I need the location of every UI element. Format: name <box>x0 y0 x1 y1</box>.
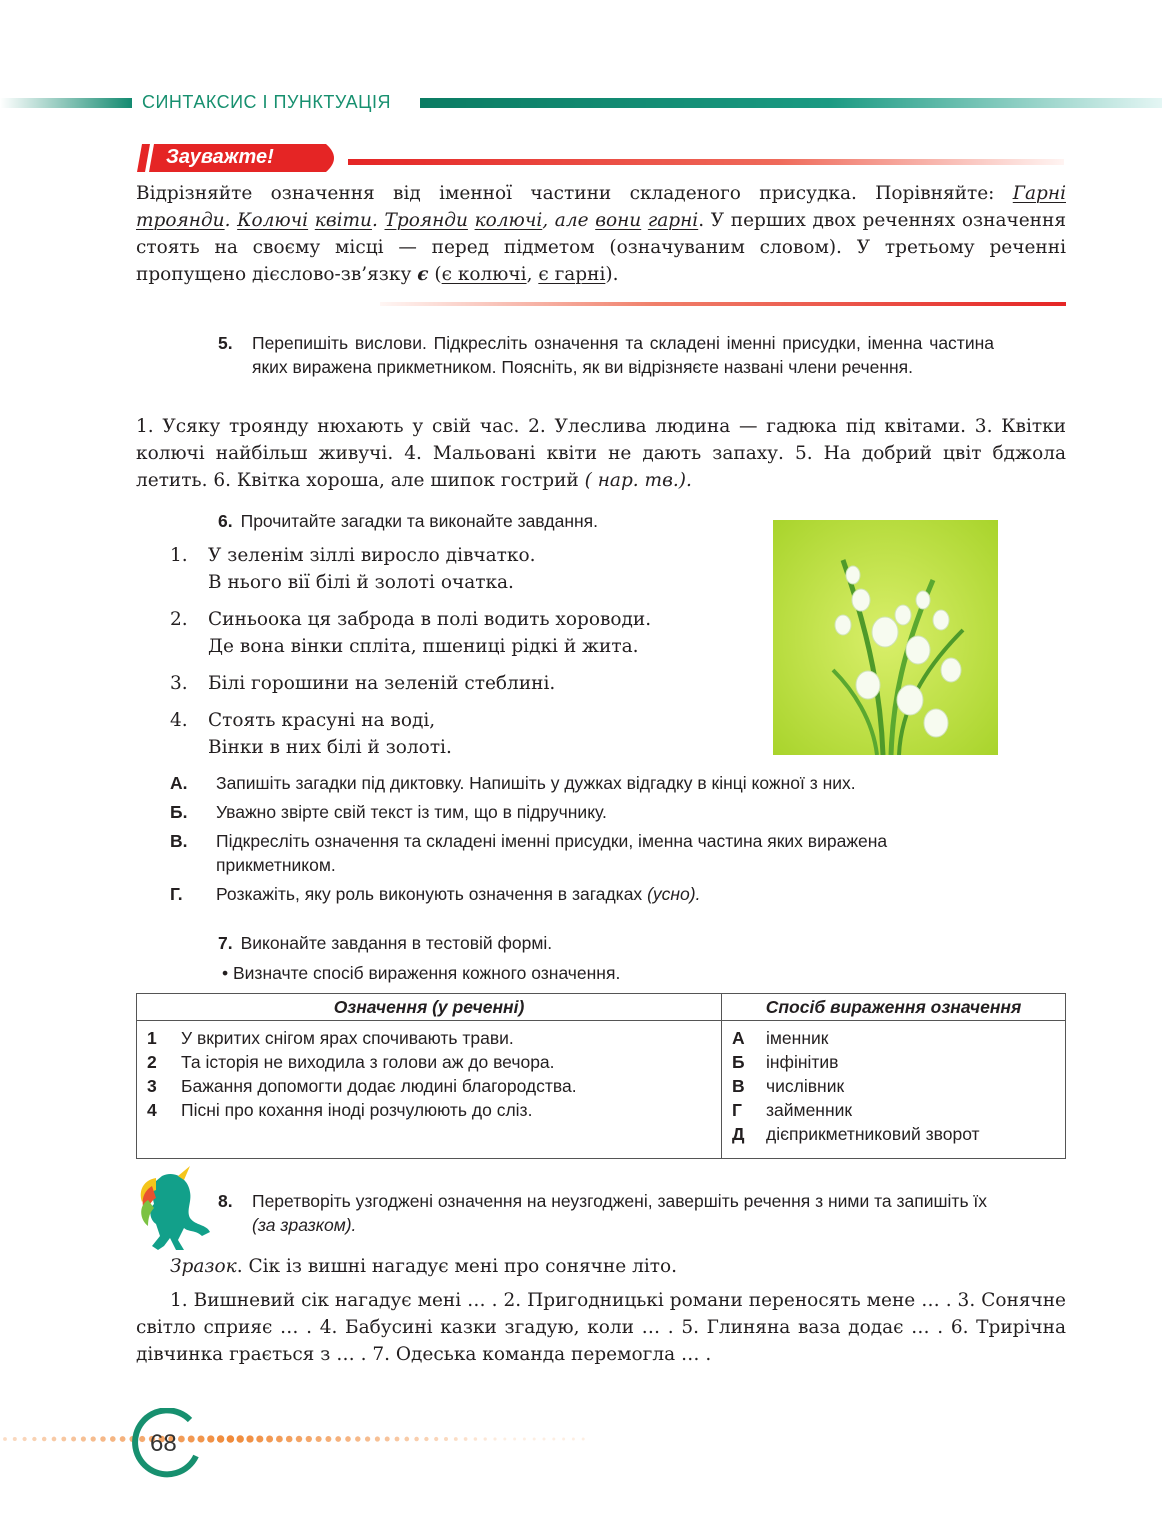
footer-dot <box>217 1435 224 1442</box>
task-6-subtasks <box>170 771 990 906</box>
footer-dot <box>120 1436 126 1442</box>
subtask-v: В. Підкресліть означення та складені іменні присудки, іменна частина яких виражена прикметником. <box>170 831 888 875</box>
task-7-bullet: • Визначте спосіб вираження кожного означення. <box>222 963 621 983</box>
footer-dot <box>296 1436 302 1442</box>
footer-dot <box>365 1436 370 1441</box>
footer-dot <box>13 1437 17 1441</box>
sentence-1: 1 У вкритих снігом ярах спочивають трави. <box>147 1028 514 1048</box>
option-v: В числівник <box>732 1076 845 1096</box>
riddle-list <box>170 542 730 761</box>
footer-dot <box>246 1435 253 1442</box>
footer-dot <box>414 1437 418 1441</box>
footer-dot <box>355 1436 360 1441</box>
table-header-sentences: Означення (у реченні) <box>137 994 722 1021</box>
riddle-3: 3. Білі горошини на зеленій стеблині. <box>170 673 556 694</box>
task-7-instruction: 7. Виконайте завдання в тестовій формі. <box>218 933 553 953</box>
footer-dot <box>266 1436 273 1443</box>
footer-dot <box>562 1438 565 1441</box>
sentence-2: 2 Та історія не виходила з голови аж до вечора. <box>147 1052 555 1072</box>
footer-dot <box>286 1436 293 1443</box>
footer-dot <box>444 1437 448 1441</box>
footer-dot <box>110 1436 116 1442</box>
footer-dot <box>71 1437 76 1442</box>
footer-dot <box>32 1437 36 1441</box>
footer-dot <box>434 1437 438 1441</box>
option-b: Б інфінітив <box>732 1052 839 1072</box>
footer-dot-row <box>0 1434 600 1444</box>
footer-dot <box>91 1436 96 1441</box>
footer-dot <box>61 1437 66 1442</box>
task-8-instruction: 8. Перетворіть узгоджені означення на неузгоджені, завершіть речення з ними та запишіть їх (за зразком). <box>218 1191 988 1235</box>
table-options-cell <box>722 1021 1066 1159</box>
footer-dot <box>543 1438 546 1441</box>
footer-dot <box>345 1436 351 1442</box>
subtask-b: Б. Уважно звірте свій текст із тим, що в підручнику. <box>170 802 607 822</box>
notice-text: Відрізняйте означення від іменної частини складеного присудка. Порівняйте: Гарні троянди. Колючі квіти. Троянди колючі, але вони гарні. У перших двох реченнях означення стоять на своєму місці — перед підметом (означуваним словом). У третьому реченні пропущено дієслово-зв’язку є (є колючі, є гарні). <box>136 183 1066 285</box>
sentence-4: 4 Пісні про кохання іноді розчулюють до сліз. <box>147 1100 533 1120</box>
footer-dot <box>533 1438 536 1441</box>
footer-dot <box>454 1437 458 1441</box>
test-table <box>136 993 1066 1159</box>
unicorn-icon <box>134 1166 214 1252</box>
task-5-instruction: 5. Перепишіть вислови. Підкресліть означення та складені іменні присудки, іменна частина яких виражена прикметником. Поясніть, як ви відрізняєте названі члени речення. <box>218 333 994 377</box>
notice-tag-label: Зауважте! <box>166 146 274 168</box>
footer-dot <box>100 1436 105 1441</box>
notice-rule-bottom <box>380 302 1066 306</box>
footer-dot <box>42 1437 47 1442</box>
footer-dot <box>227 1435 235 1443</box>
section-title: СИНТАКСИС І ПУНКТУАЦІЯ <box>142 92 391 112</box>
footer-dot <box>325 1436 331 1442</box>
footer-dot <box>335 1436 341 1442</box>
footer-dot <box>523 1438 526 1441</box>
sentence-3: 3 Бажання допомогти додає людині благородства. <box>147 1076 577 1096</box>
option-g: Г займенник <box>732 1100 853 1120</box>
option-a: А іменник <box>732 1028 829 1048</box>
footer-dot <box>3 1437 7 1441</box>
footer-dot <box>474 1437 478 1441</box>
footer-dot <box>306 1436 312 1442</box>
footer-dot <box>552 1438 555 1441</box>
footer-dot <box>424 1437 428 1441</box>
riddle-1: 1. У зеленім зіллі виросло дівчатко. В нього вії білі й золоті очатка. <box>170 545 536 593</box>
footer-dot <box>513 1438 516 1441</box>
footer-dot <box>276 1436 283 1443</box>
footer-dot <box>207 1435 214 1442</box>
task-8-sample: Зразок. Сік із вишні нагадує мені про сонячне літо. <box>170 1256 677 1277</box>
footer-dot <box>464 1437 468 1441</box>
notice-rule-top <box>348 159 1064 165</box>
footer-dot <box>582 1438 585 1441</box>
footer-dot <box>404 1437 409 1442</box>
footer-dot <box>484 1437 487 1440</box>
footer-dot <box>375 1436 380 1441</box>
table-header-means: Спосіб вираження означення <box>722 994 1066 1021</box>
subtask-g: Г. Розкажіть, яку роль виконують означення в загадках (усно). <box>170 884 701 904</box>
header-bar-left <box>0 98 132 108</box>
footer-dot <box>52 1437 57 1442</box>
footer-dot <box>81 1436 86 1441</box>
footer-dot <box>493 1437 496 1440</box>
task-8-text: 1. Вишневий сік нагадує мені … . 2. Пригодницькі романи переносять мене … . 3. Сонячне світло сприяє … . 4. Бабусині казки згадую, коли … . 5. Глиняна ваза додає … . 6. Трирічна дівчинка грається з … . 7. Одеська команда перемогла … . <box>136 1290 1066 1365</box>
footer-dot <box>23 1437 27 1441</box>
footer-dot <box>236 1435 243 1442</box>
lily-of-the-valley-image <box>773 520 998 755</box>
footer-dot <box>503 1437 506 1440</box>
task-6-instruction: 6. Прочитайте загадки та виконайте завдання. <box>218 511 599 531</box>
footer-dot <box>385 1437 390 1442</box>
subtask-a: А. Запишіть загадки під диктовку. Напишіть у дужках відгадку в кінці кожної з них. <box>170 773 856 793</box>
option-d: Д дієприкметниковий зворот <box>732 1124 980 1144</box>
table-sentences-cell <box>137 1021 722 1159</box>
footer-dot <box>316 1436 322 1442</box>
riddle-4: 4. Стоять красуні на воді, Вінки в них білі й золоті. <box>170 710 452 758</box>
footer-dot <box>572 1438 575 1441</box>
footer-dot <box>395 1437 400 1442</box>
task-5-text: 1. Усяку троянду нюхають у свій час. 2. Улеслива людина — гадюка під квітами. 3. Квітки колючі найбільш живучі. 4. Мальовані квіти не дають запаху. 5. На добрий цвіт бджола летить. 6. Квітка хороша, але шипок гострий ( нар. тв.). <box>136 416 1066 491</box>
page-number: 68 <box>150 1430 177 1457</box>
header-bar-right <box>420 98 1162 108</box>
footer-dot <box>256 1435 263 1442</box>
riddle-2: 2. Синьоока ця заброда в полі водить хороводи. Де вона вінки спліта, пшениці рідкі й жита. <box>170 609 652 657</box>
